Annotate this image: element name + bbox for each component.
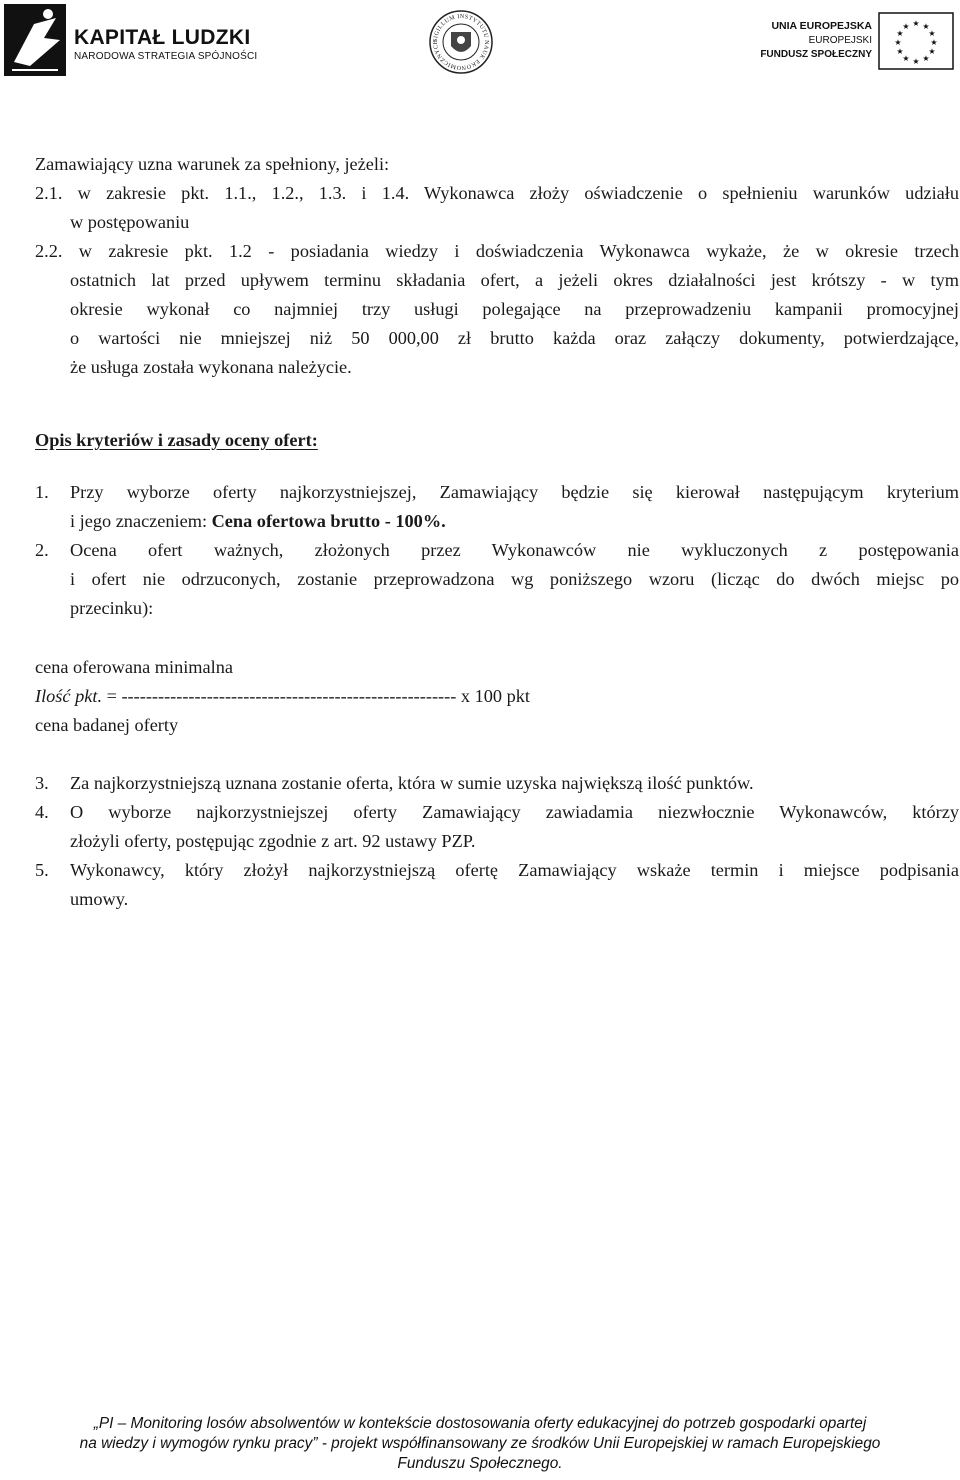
formula-numerator: cena oferowana minimalna — [35, 657, 233, 677]
svg-text:★: ★ — [902, 22, 910, 31]
svg-text:SIGILLUM INSTYTUTU NAUK EKONOM: SIGILLUM INSTYTUTU NAUK EKONOMICZNYCH — [432, 13, 490, 71]
svg-text:★: ★ — [896, 47, 904, 56]
condition-2-1-line2: w postępowaniu — [70, 212, 190, 232]
kapital-ludzki-emblem-icon — [4, 4, 66, 76]
kapital-ludzki-logo — [4, 4, 258, 76]
item-line: Przy wyborze oferty najkorzystniejszej, Zamawiający będzie się kierował następującym kryterium — [70, 482, 959, 502]
eu-logo-line3: FUNDUSZ SPOŁECZNY — [760, 49, 872, 60]
item-line: O wyborze najkorzystniejszej oferty Zamawiający zawiadamia niezwłocznie Wykonawców, którzy — [70, 802, 959, 822]
footer-line2: na wiedzy i wymogów rynku pracy” - projekt współfinansowany ze środków Unii Europejskiej w ramach Europejskiego — [79, 1435, 881, 1452]
eu-logo-line1: UNIA EUROPEJSKA — [771, 20, 872, 32]
svg-text:★: ★ — [928, 29, 936, 38]
criteria-item-5 — [35, 856, 959, 914]
intro-text: Zamawiający uzna warunek za spełniony, jeżeli: — [35, 154, 390, 174]
formula-denominator: cena badanej oferty — [35, 715, 179, 735]
condition-2-2-line5: że usługa została wykonana należycie. — [70, 357, 352, 377]
formula-multiplier: x 100 pkt — [456, 686, 530, 706]
institute-seal-icon — [429, 10, 493, 74]
svg-text:★: ★ — [894, 38, 902, 47]
item-number: 4. — [35, 802, 49, 822]
footer-line1: „PI – Monitoring losów absolwentów w kontekście dostosowania oferty edukacyjnej do potrzeb gospodarki opartej — [93, 1415, 867, 1432]
item-number: 5. — [35, 860, 49, 880]
svg-text:★: ★ — [928, 47, 936, 56]
condition-2-2-line2: ostatnich lat przed upływem terminu składania ofert, a jeżeli okres działalności jest krótszy - w tym — [70, 270, 959, 290]
item-line: i ofert nie odrzuconych, zostanie przeprowadzona wg poniższego wzoru (licząc do dwóch miejsc po — [70, 569, 959, 589]
criteria-item-2 — [35, 536, 959, 623]
document-body — [35, 150, 959, 914]
condition-2-2-line1: 2.2. w zakresie pkt. 1.2 - posiadania wiedzy i doświadczenia Wykonawca wykaże, że w okresie trzech — [35, 241, 959, 261]
formula-fraction-line: ------------------------------------------------------- — [121, 686, 457, 706]
svg-text:★: ★ — [902, 54, 910, 63]
formula-equals: = — [102, 686, 122, 706]
item-line: Wykonawcy, który złożył najkorzystniejszą ofertę Zamawiający wskaże termin i miejsce podpisania — [70, 860, 959, 880]
eu-logo-line2: EUROPEJSKI — [808, 35, 872, 46]
condition-2-1-line1: 2.1. w zakresie pkt. 1.1., 1.2., 1.3. i 1.4. Wykonawca złoży oświadczenie o spełnieniu warunków udziału — [35, 183, 959, 203]
kapital-ludzki-title: KAPITAŁ LUDZKI — [74, 26, 251, 49]
eu-flag-icon — [878, 12, 954, 70]
kapital-ludzki-subtitle: NARODOWA STRATEGIA SPÓJNOŚCI — [74, 51, 258, 62]
svg-text:★: ★ — [912, 57, 920, 66]
criteria-item-4 — [35, 798, 959, 856]
criteria-heading: Opis kryteriów i zasady oceny ofert: — [35, 430, 318, 450]
svg-text:★: ★ — [930, 38, 938, 47]
item-line: Ocena ofert ważnych, złożonych przez Wykonawców nie wykluczonych z postępowania — [70, 540, 959, 560]
item-number: 3. — [35, 773, 49, 793]
eu-social-fund-logo — [760, 10, 956, 74]
svg-text:★: ★ — [896, 29, 904, 38]
item-line: umowy. — [70, 889, 129, 909]
formula-label: Ilość pkt. — [35, 686, 103, 706]
svg-text:★: ★ — [912, 19, 920, 28]
condition-2-2-line4: o wartości nie mniejszej niż 50 000,00 zł brutto każda oraz załączy dokumenty, potwierdzające, — [70, 328, 959, 348]
item-number: 2. — [35, 540, 49, 560]
formula-main — [35, 682, 959, 711]
criteria-item-3 — [35, 769, 959, 798]
svg-text:★: ★ — [922, 54, 930, 63]
criterion-emphasis: Cena ofertowa brutto - 100%. — [211, 511, 446, 531]
item-line: i jego znaczeniem: Cena ofertowa brutto - 100%. — [70, 511, 446, 531]
criteria-item-1 — [35, 478, 959, 536]
project-footer — [0, 1414, 960, 1474]
item-number: 1. — [35, 482, 49, 502]
item-line: przecinku): — [70, 598, 154, 618]
svg-text:★: ★ — [922, 22, 930, 31]
condition-2-2-line3: okresie wykonał co najmniej trzy usługi polegające na przeprowadzeniu kampanii promocyjnej — [70, 299, 959, 319]
footer-line3: Funduszu Społecznego. — [397, 1455, 563, 1472]
item-line: Za najkorzystniejszą uznana zostanie oferta, która w sumie uzyska największą ilość punktów. — [70, 773, 754, 793]
item-line: złożyli oferty, postępując zgodnie z art. 92 ustawy PZP. — [70, 831, 476, 851]
